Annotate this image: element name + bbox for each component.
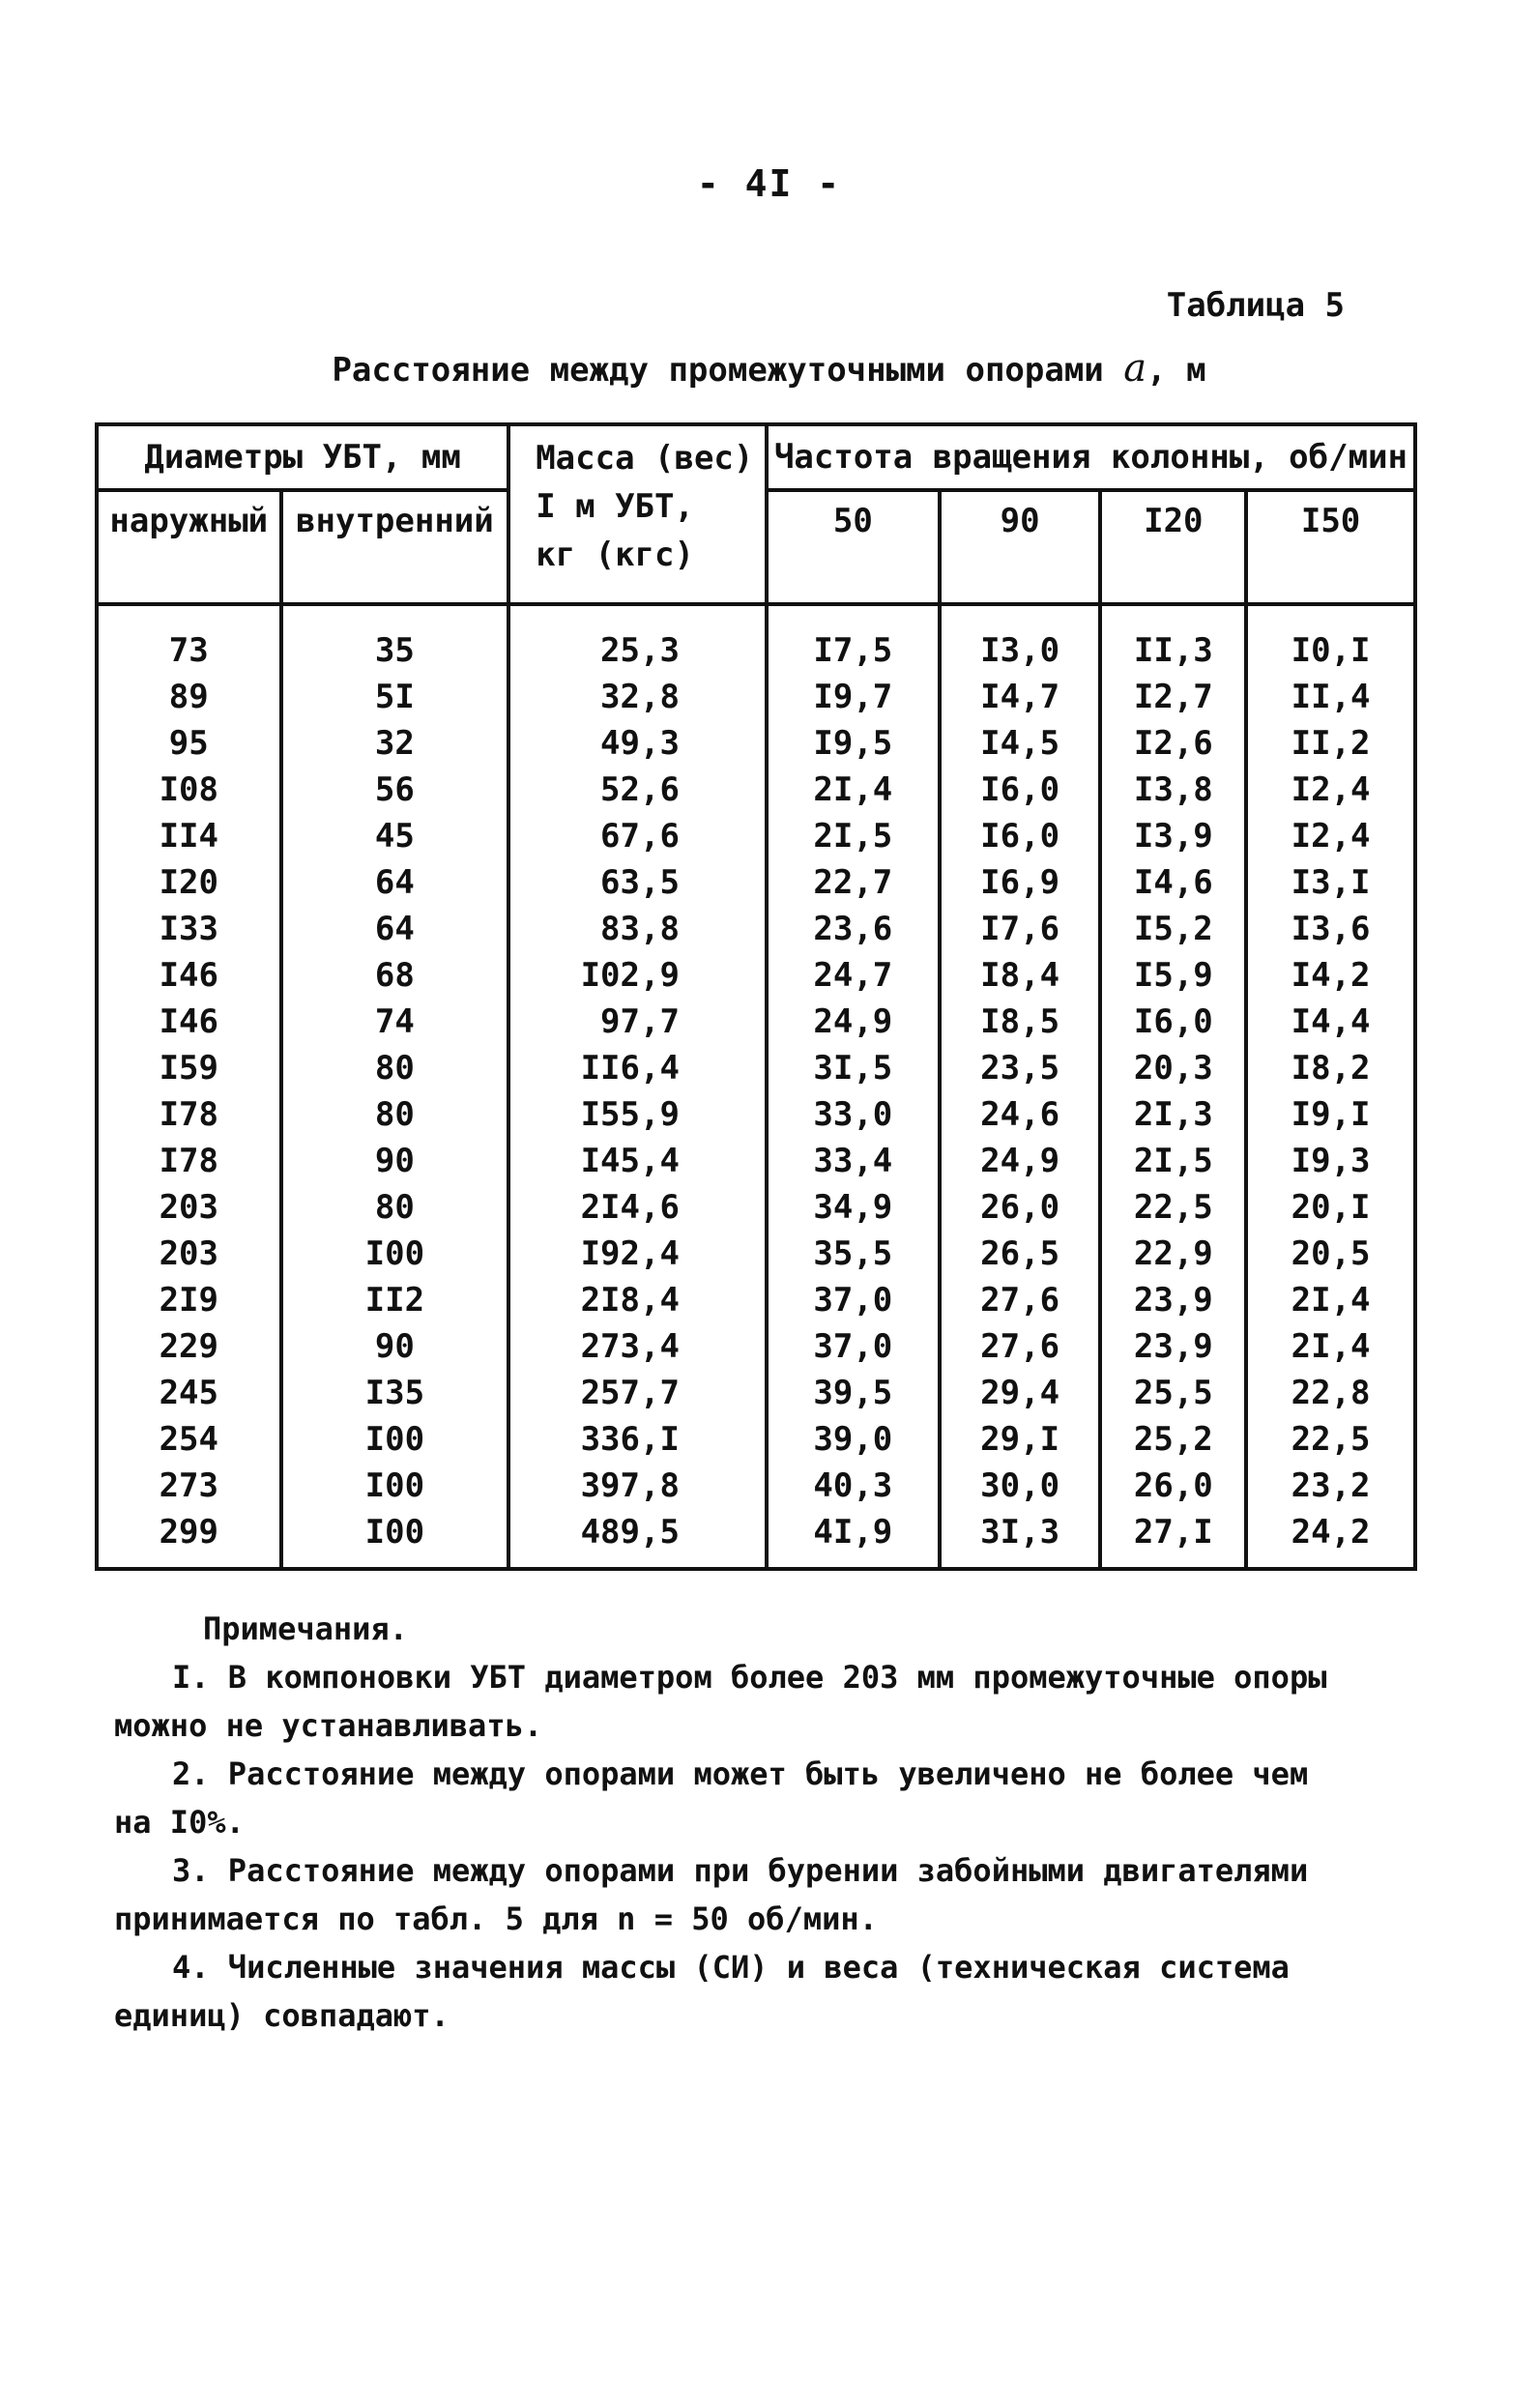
cell-mass: 25,3	[508, 604, 767, 674]
note-1: I. В компоновки УБТ диаметром более 203 мм промежуточные опоры можно не устанавливать.	[114, 1659, 1327, 1744]
cell-spacing-120: I2,6	[1100, 720, 1246, 767]
header-speed: Частота вращения колонны, об/мин	[767, 424, 1415, 490]
cell-spacing-50: 40,3	[767, 1463, 940, 1509]
table-row	[97, 1045, 1415, 1091]
cell-spacing-150: 20,5	[1246, 1231, 1415, 1277]
cell-spacing-90: I8,4	[940, 952, 1101, 999]
header-speed-120: I20	[1100, 490, 1246, 604]
cell-inner-diameter: 64	[281, 859, 509, 906]
cell-spacing-90: 30,0	[940, 1463, 1101, 1509]
cell-outer-diameter: II4	[97, 813, 281, 859]
header-speed-90: 90	[940, 490, 1101, 604]
cell-spacing-150: I4,4	[1246, 999, 1415, 1045]
cell-mass: I02,9	[508, 952, 767, 999]
cell-spacing-120: 27,I	[1100, 1509, 1246, 1569]
table-title	[0, 346, 1538, 391]
cell-spacing-120: 20,3	[1100, 1045, 1246, 1091]
cell-spacing-50: 2I,5	[767, 813, 940, 859]
table-row	[97, 813, 1415, 859]
cell-inner-diameter: 90	[281, 1138, 509, 1184]
cell-spacing-50: 22,7	[767, 859, 940, 906]
cell-spacing-150: 22,8	[1246, 1370, 1415, 1416]
cell-spacing-90: I4,5	[940, 720, 1101, 767]
table-row	[97, 674, 1415, 720]
cell-spacing-150: 24,2	[1246, 1509, 1415, 1569]
cell-inner-diameter: 56	[281, 767, 509, 813]
header-diameters: Диаметры УБТ, мм	[97, 424, 508, 490]
header-inner: внутренний	[281, 490, 509, 604]
table-row	[97, 1231, 1415, 1277]
cell-spacing-150: I9,3	[1246, 1138, 1415, 1184]
cell-inner-diameter: I35	[281, 1370, 509, 1416]
cell-spacing-90: 26,0	[940, 1184, 1101, 1231]
cell-spacing-150: 22,5	[1246, 1416, 1415, 1463]
cell-spacing-90: 24,9	[940, 1138, 1101, 1184]
cell-inner-diameter: 32	[281, 720, 509, 767]
cell-inner-diameter: 35	[281, 604, 509, 674]
header-mass-line1: Масса (вес)	[536, 439, 754, 478]
cell-spacing-150: I4,2	[1246, 952, 1415, 999]
cell-outer-diameter: 203	[97, 1231, 281, 1277]
table-row	[97, 1323, 1415, 1370]
cell-outer-diameter: I46	[97, 952, 281, 999]
cell-inner-diameter: 74	[281, 999, 509, 1045]
cell-outer-diameter: I46	[97, 999, 281, 1045]
cell-spacing-90: 23,5	[940, 1045, 1101, 1091]
header-speed-150: I50	[1246, 490, 1415, 604]
cell-spacing-50: 37,0	[767, 1277, 940, 1323]
cell-inner-diameter: I00	[281, 1416, 509, 1463]
cell-outer-diameter: 2I9	[97, 1277, 281, 1323]
cell-spacing-50: 33,4	[767, 1138, 940, 1184]
table-row	[97, 952, 1415, 999]
cell-spacing-90: 27,6	[940, 1323, 1101, 1370]
cell-inner-diameter: 80	[281, 1091, 509, 1138]
page-number: - 4I -	[696, 162, 842, 205]
header-mass	[508, 424, 767, 604]
cell-spacing-90: I3,0	[940, 604, 1101, 674]
header-mass-line2: I м УБТ,	[536, 487, 694, 526]
table-row	[97, 1184, 1415, 1231]
cell-outer-diameter: I78	[97, 1091, 281, 1138]
cell-spacing-50: 39,5	[767, 1370, 940, 1416]
table-row	[97, 906, 1415, 952]
data-table	[95, 422, 1417, 1571]
cell-mass: 336,I	[508, 1416, 767, 1463]
notes-section	[114, 1605, 1361, 2040]
cell-spacing-120: 25,5	[1100, 1370, 1246, 1416]
cell-spacing-50: 2I,4	[767, 767, 940, 813]
cell-inner-diameter: I00	[281, 1231, 509, 1277]
header-outer: наружный	[97, 490, 281, 604]
cell-spacing-120: 2I,3	[1100, 1091, 1246, 1138]
cell-spacing-120: 23,9	[1100, 1277, 1246, 1323]
cell-inner-diameter: II2	[281, 1277, 509, 1323]
cell-outer-diameter: 73	[97, 604, 281, 674]
cell-spacing-50: I9,5	[767, 720, 940, 767]
cell-spacing-50: 24,7	[767, 952, 940, 999]
cell-spacing-90: 29,4	[940, 1370, 1101, 1416]
table-row	[97, 1509, 1415, 1569]
cell-outer-diameter: 95	[97, 720, 281, 767]
table-row	[97, 767, 1415, 813]
cell-mass: 273,4	[508, 1323, 767, 1370]
cell-spacing-120: I5,2	[1100, 906, 1246, 952]
cell-mass: 489,5	[508, 1509, 767, 1569]
cell-spacing-90: I4,7	[940, 674, 1101, 720]
cell-spacing-150: I2,4	[1246, 767, 1415, 813]
table-body	[97, 604, 1415, 1569]
cell-spacing-150: I0,I	[1246, 604, 1415, 674]
cell-spacing-120: I5,9	[1100, 952, 1246, 999]
cell-inner-diameter: 80	[281, 1045, 509, 1091]
cell-inner-diameter: I00	[281, 1509, 509, 1569]
cell-spacing-120: I4,6	[1100, 859, 1246, 906]
cell-spacing-150: 2I,4	[1246, 1277, 1415, 1323]
table-row	[97, 1416, 1415, 1463]
table-label: Таблица 5	[1166, 286, 1345, 325]
cell-inner-diameter: 68	[281, 952, 509, 999]
cell-inner-diameter: I00	[281, 1463, 509, 1509]
table-row	[97, 1138, 1415, 1184]
cell-spacing-50: 37,0	[767, 1323, 940, 1370]
cell-spacing-50: 4I,9	[767, 1509, 940, 1569]
cell-mass: 2I8,4	[508, 1277, 767, 1323]
cell-spacing-50: 24,9	[767, 999, 940, 1045]
table-row	[97, 1091, 1415, 1138]
cell-spacing-50: 33,0	[767, 1091, 940, 1138]
cell-spacing-120: I6,0	[1100, 999, 1246, 1045]
note-3: 3. Расстояние между опорами при бурении забойными двигателями принимается по табл. 5 для n = 50 об/мин.	[114, 1852, 1309, 1937]
header-speed-50: 50	[767, 490, 940, 604]
cell-outer-diameter: 229	[97, 1323, 281, 1370]
cell-outer-diameter: I20	[97, 859, 281, 906]
cell-outer-diameter: 245	[97, 1370, 281, 1416]
cell-mass: 97,7	[508, 999, 767, 1045]
cell-spacing-120: 22,5	[1100, 1184, 1246, 1231]
cell-inner-diameter: 80	[281, 1184, 509, 1231]
cell-spacing-50: I9,7	[767, 674, 940, 720]
cell-inner-diameter: 64	[281, 906, 509, 952]
cell-outer-diameter: 299	[97, 1509, 281, 1569]
table-title-unit: , м	[1146, 351, 1206, 390]
cell-spacing-150: II,2	[1246, 720, 1415, 767]
cell-spacing-90: I7,6	[940, 906, 1101, 952]
cell-mass: I55,9	[508, 1091, 767, 1138]
table-row	[97, 1370, 1415, 1416]
cell-spacing-90: I6,9	[940, 859, 1101, 906]
cell-mass: 52,6	[508, 767, 767, 813]
cell-spacing-120: I2,7	[1100, 674, 1246, 720]
cell-mass: 32,8	[508, 674, 767, 720]
cell-spacing-120: 25,2	[1100, 1416, 1246, 1463]
cell-spacing-50: 23,6	[767, 906, 940, 952]
cell-spacing-50: 35,5	[767, 1231, 940, 1277]
cell-spacing-120: 26,0	[1100, 1463, 1246, 1509]
notes-heading: Примечания.	[203, 1610, 408, 1647]
cell-spacing-50: I7,5	[767, 604, 940, 674]
cell-spacing-90: I6,0	[940, 813, 1101, 859]
cell-outer-diameter: I59	[97, 1045, 281, 1091]
cell-spacing-120: 22,9	[1100, 1231, 1246, 1277]
cell-spacing-150: I9,I	[1246, 1091, 1415, 1138]
cell-spacing-90: 3I,3	[940, 1509, 1101, 1569]
note-4: 4. Численные значения массы (СИ) и веса (техническая система единиц) совпадают.	[114, 1949, 1290, 2034]
cell-spacing-90: I6,0	[940, 767, 1101, 813]
cell-spacing-120: 23,9	[1100, 1323, 1246, 1370]
cell-mass: 63,5	[508, 859, 767, 906]
table-title-text: Расстояние между промежуточными опорами	[332, 351, 1104, 390]
cell-spacing-90: 24,6	[940, 1091, 1101, 1138]
cell-outer-diameter: I78	[97, 1138, 281, 1184]
cell-spacing-150: 2I,4	[1246, 1323, 1415, 1370]
cell-outer-diameter: 273	[97, 1463, 281, 1509]
cell-mass: I92,4	[508, 1231, 767, 1277]
cell-outer-diameter: 203	[97, 1184, 281, 1231]
cell-mass: 397,8	[508, 1463, 767, 1509]
cell-inner-diameter: 90	[281, 1323, 509, 1370]
cell-spacing-120: I3,9	[1100, 813, 1246, 859]
cell-mass: 67,6	[508, 813, 767, 859]
table-row	[97, 999, 1415, 1045]
cell-spacing-90: 26,5	[940, 1231, 1101, 1277]
cell-mass: I45,4	[508, 1138, 767, 1184]
cell-spacing-50: 34,9	[767, 1184, 940, 1231]
cell-spacing-150: 20,I	[1246, 1184, 1415, 1231]
cell-outer-diameter: I08	[97, 767, 281, 813]
cell-spacing-90: 27,6	[940, 1277, 1101, 1323]
cell-spacing-120: 2I,5	[1100, 1138, 1246, 1184]
cell-spacing-150: I3,6	[1246, 906, 1415, 952]
table-row	[97, 1277, 1415, 1323]
table-row	[97, 720, 1415, 767]
table-row	[97, 1463, 1415, 1509]
cell-outer-diameter: 89	[97, 674, 281, 720]
cell-spacing-120: I3,8	[1100, 767, 1246, 813]
table-title-symbol: a	[1123, 346, 1147, 391]
table-row	[97, 604, 1415, 674]
cell-inner-diameter: 45	[281, 813, 509, 859]
cell-spacing-150: 23,2	[1246, 1463, 1415, 1509]
cell-spacing-150: II,4	[1246, 674, 1415, 720]
cell-spacing-150: I2,4	[1246, 813, 1415, 859]
cell-mass: 257,7	[508, 1370, 767, 1416]
note-2: 2. Расстояние между опорами может быть увеличено не более чем на I0%.	[114, 1755, 1309, 1841]
cell-outer-diameter: I33	[97, 906, 281, 952]
cell-outer-diameter: 254	[97, 1416, 281, 1463]
cell-spacing-120: II,3	[1100, 604, 1246, 674]
cell-inner-diameter: 5I	[281, 674, 509, 720]
header-mass-line3: кг (кгс)	[536, 536, 694, 574]
cell-spacing-90: 29,I	[940, 1416, 1101, 1463]
table-row	[97, 859, 1415, 906]
cell-spacing-50: 3I,5	[767, 1045, 940, 1091]
cell-spacing-150: I3,I	[1246, 859, 1415, 906]
cell-spacing-150: I8,2	[1246, 1045, 1415, 1091]
cell-mass: 2I4,6	[508, 1184, 767, 1231]
cell-mass: 49,3	[508, 720, 767, 767]
cell-mass: 83,8	[508, 906, 767, 952]
cell-spacing-90: I8,5	[940, 999, 1101, 1045]
cell-mass: II6,4	[508, 1045, 767, 1091]
cell-spacing-50: 39,0	[767, 1416, 940, 1463]
